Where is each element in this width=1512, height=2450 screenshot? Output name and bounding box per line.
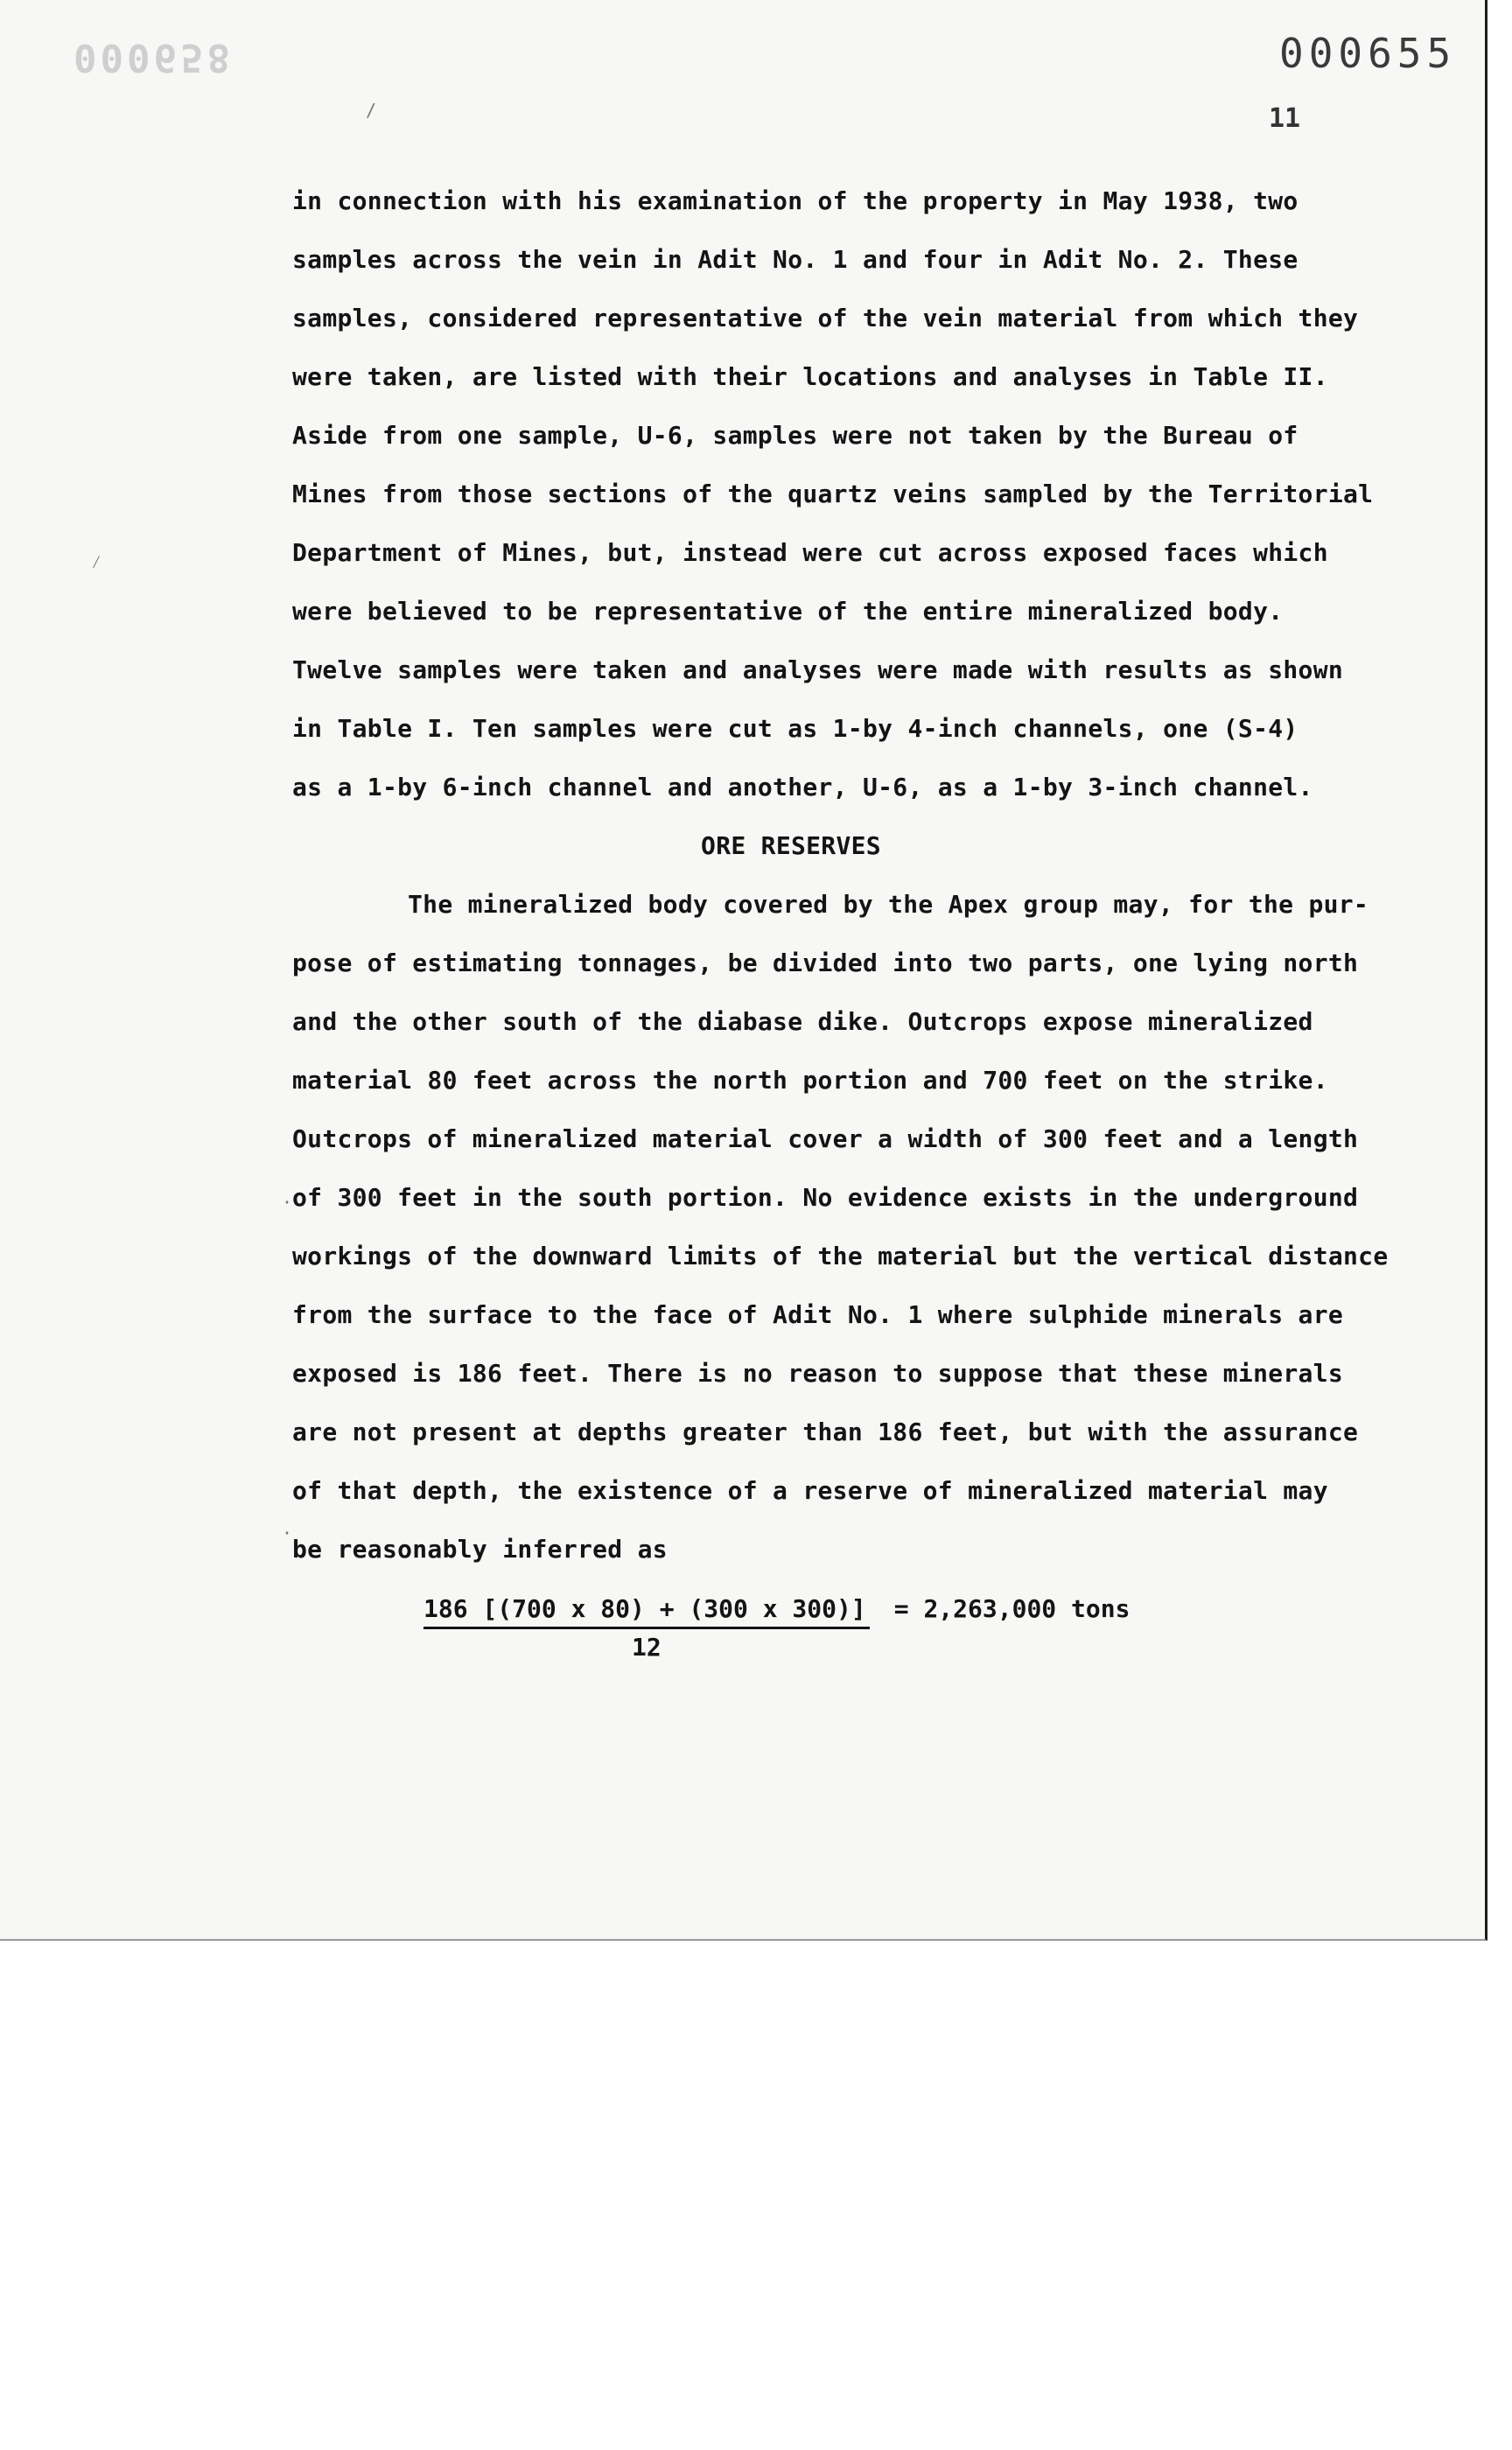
text-line: samples, considered representative of the vein material from which they [292, 304, 1359, 332]
page-number: 11 [1269, 103, 1301, 134]
body-text [292, 172, 1412, 1578]
text-line: Department of Mines, but, instead were cut across exposed faces which [292, 538, 1328, 567]
text-line: The mineralized body covered by the Apex group may, for the pur- [408, 890, 1369, 919]
text-line: Aside from one sample, U-6, samples were not taken by the Bureau of [292, 421, 1298, 450]
document-number-stamp: 000655 [1279, 30, 1457, 77]
text-line: and the other south of the diabase dike. Outcrops expose mineralized [292, 1007, 1313, 1036]
text-line: in connection with his examination of the property in May 1938, two [292, 186, 1298, 215]
text-line: were believed to be representative of the entire mineralized body. [292, 597, 1284, 626]
text-line: samples across the vein in Adit No. 1 and four in Adit No. 2. These [292, 245, 1298, 274]
scan-mark: / [366, 100, 377, 121]
text-line: Twelve samples were taken and analyses were made with results as shown [292, 655, 1344, 684]
section-heading: ORE RESERVES [701, 831, 881, 860]
text-line: workings of the downward limits of the material but the vertical distance [292, 1242, 1389, 1270]
text-line: as a 1-by 6-inch channel and another, U-6, as a 1-by 3-inch channel. [292, 773, 1313, 802]
formula-result: = 2,263,000 tons [893, 1594, 1130, 1623]
text-line: in Table I. Ten samples were cut as 1-by 4-inch channels, one (S-4) [292, 714, 1298, 743]
text-line: material 80 feet across the north portion and 700 feet on the strike. [292, 1066, 1328, 1095]
text-line: of that depth, the existence of a reserve of mineralized material may [292, 1476, 1328, 1505]
text-line: exposed is 186 feet. There is no reason to suppose that these minerals [292, 1359, 1344, 1388]
scan-mark: · [282, 1192, 293, 1213]
scan-mark: · [282, 1522, 293, 1544]
faint-document-stamp: 000658 [74, 35, 234, 80]
text-line: were taken, are listed with their locations and analyses in Table II. [292, 362, 1328, 391]
formula-denominator: 12 [632, 1633, 662, 1662]
text-line: pose of estimating tonnages, be divided into two parts, one lying north [292, 948, 1359, 977]
text-line: are not present at depths greater than 186 feet, but with the assurance [292, 1418, 1359, 1446]
tonnage-formula [424, 1594, 1130, 1662]
text-line: of 300 feet in the south portion. No evidence exists in the underground [292, 1183, 1359, 1212]
text-line: from the surface to the face of Adit No. 1 where sulphide minerals are [292, 1300, 1344, 1329]
text-line: Mines from those sections of the quartz veins sampled by the Territorial [292, 480, 1374, 508]
formula-fraction [424, 1594, 870, 1662]
scan-mark: ⁄ [91, 551, 102, 572]
text-line: Outcrops of mineralized material cover a width of 300 feet and a length [292, 1124, 1359, 1153]
formula-numerator: 186 [(700 x 80) + (300 x 300)] [424, 1594, 870, 1629]
text-line: be reasonably inferred as [292, 1535, 668, 1564]
